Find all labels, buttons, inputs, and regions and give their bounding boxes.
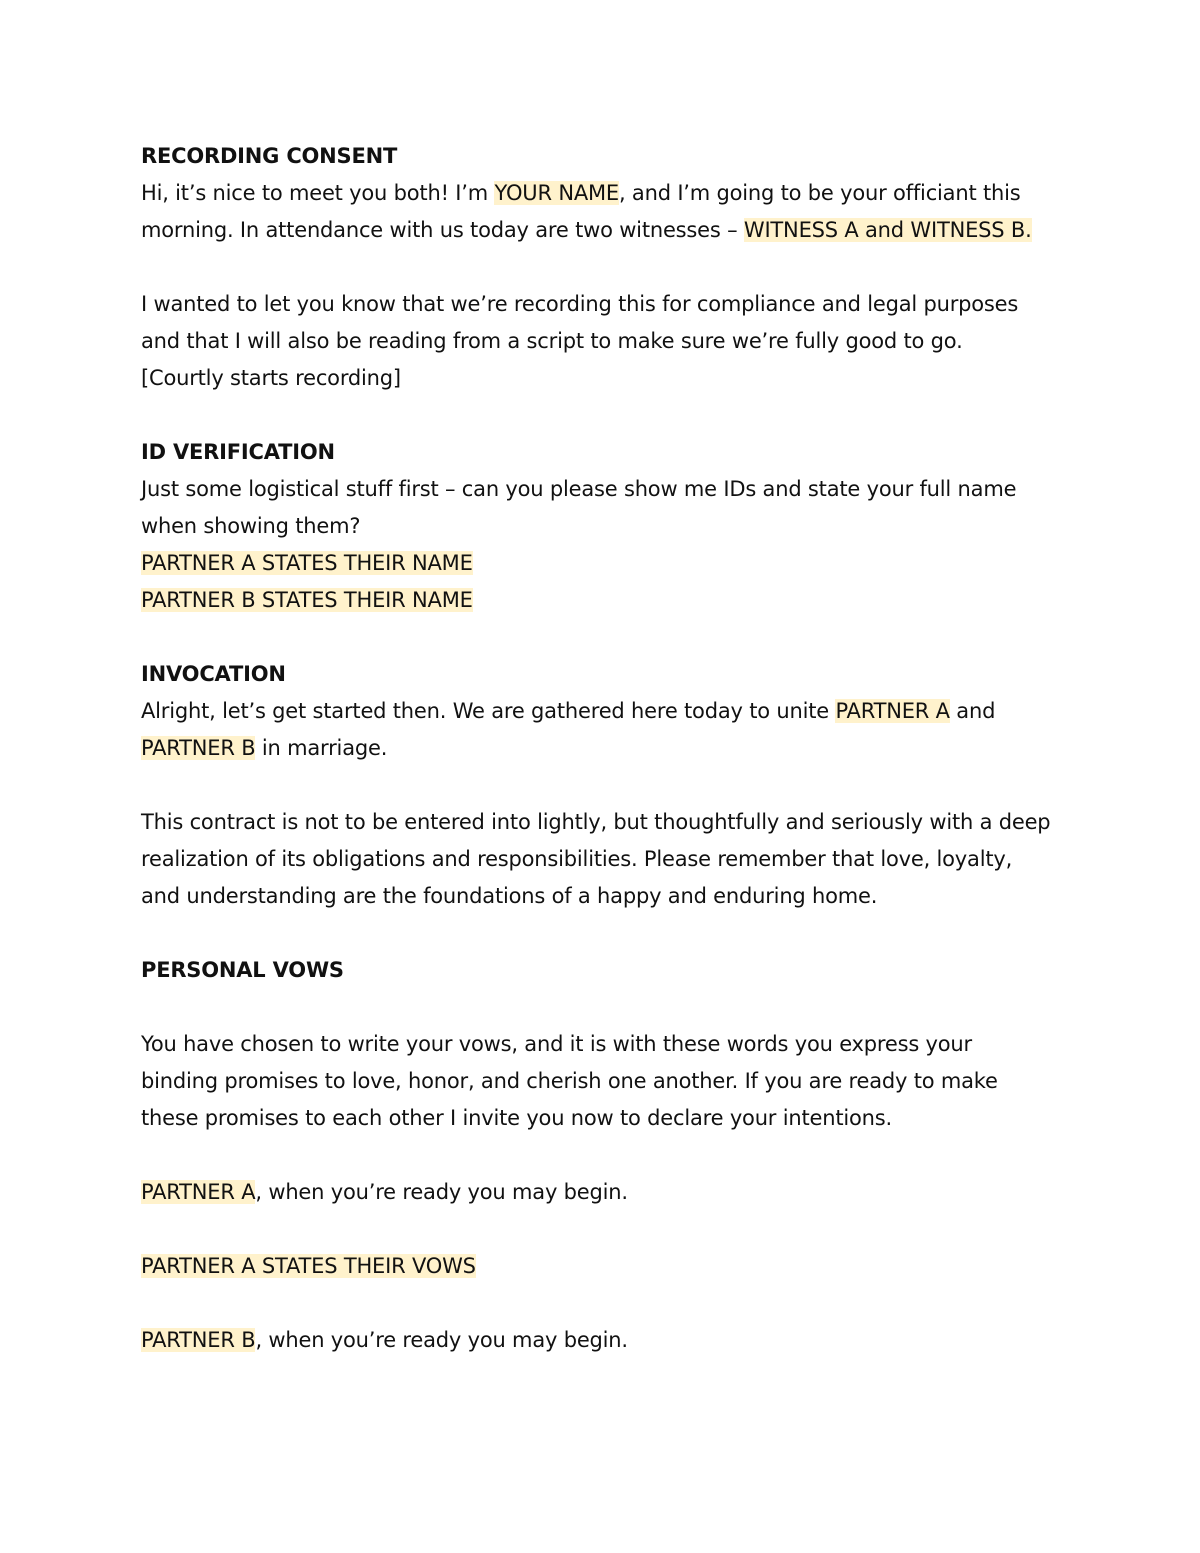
partner-b-prompt-line xyxy=(141,1322,1051,1359)
section-heading-recording-consent: RECORDING CONSENT xyxy=(141,144,398,168)
partner-a-vows-line xyxy=(141,1248,1051,1285)
section-heading-id-verification: ID VERIFICATION xyxy=(141,440,335,464)
recording-stage-direction: [Courtly starts recording] xyxy=(141,366,401,390)
text-segment: Hi, it’s nice to meet you both! I’m xyxy=(141,181,495,205)
paragraph-gap xyxy=(141,1285,1051,1322)
text-segment: , when you’re ready you may begin. xyxy=(255,1328,628,1352)
paragraph-gap xyxy=(141,249,1051,286)
text-segment: and xyxy=(949,699,996,723)
document-page xyxy=(141,138,1051,1359)
partner-a-prompt-line xyxy=(141,1174,1051,1211)
placeholder-partner-b-states-name: PARTNER B STATES THEIR NAME xyxy=(141,588,473,612)
placeholder-partner-a-states-name: PARTNER A STATES THEIR NAME xyxy=(141,551,473,575)
text-segment: Alright, let’s get started then. We are gathered here today to unite xyxy=(141,699,836,723)
invocation-paragraph xyxy=(141,693,1051,767)
paragraph-gap xyxy=(141,619,1051,656)
recording-consent-paragraph xyxy=(141,175,1051,249)
placeholder-your-name: YOUR NAME xyxy=(494,181,619,205)
recording-notice-paragraph: I wanted to let you know that we’re recording this for compliance and legal purposes and that I will also be reading from a script to make sure we’re fully good to go. xyxy=(141,292,1019,353)
paragraph-gap xyxy=(141,989,1051,1026)
paragraph-gap xyxy=(141,1211,1051,1248)
section-heading-invocation: INVOCATION xyxy=(141,662,286,686)
text-segment: , and I’m going to be your officiant this morning. In attendance with us today are two witnesses – xyxy=(141,181,1021,242)
id-verification-partner-a-line xyxy=(141,545,1051,582)
paragraph-gap xyxy=(141,915,1051,952)
text-segment: , when you’re ready you may begin. xyxy=(255,1180,628,1204)
placeholder-partner-a: PARTNER A xyxy=(141,1180,256,1204)
text-segment: in marriage. xyxy=(255,736,388,760)
id-verification-paragraph: Just some logistical stuff first – can you please show me IDs and state your full name when showing them? xyxy=(141,477,1017,538)
placeholder-partner-a-states-vows: PARTNER A STATES THEIR VOWS xyxy=(141,1254,476,1278)
placeholder-witnesses: WITNESS A and WITNESS B. xyxy=(743,218,1032,242)
contract-paragraph: This contract is not to be entered into lightly, but thoughtfully and seriously with a deep realization of its obligations and responsibilities. Please remember that love, loyalty, and understanding are the foundations of a happy and enduring home. xyxy=(141,810,1051,908)
placeholder-partner-a: PARTNER A xyxy=(835,699,950,723)
paragraph-gap xyxy=(141,767,1051,804)
section-heading-personal-vows: PERSONAL VOWS xyxy=(141,958,344,982)
vows-intro-paragraph: You have chosen to write your vows, and it is with these words you express your binding promises to love, honor, and cherish one another. If you are ready to make these promises to each other I invite you now to declare your intentions. xyxy=(141,1032,998,1130)
placeholder-partner-b: PARTNER B xyxy=(141,736,256,760)
paragraph-gap xyxy=(141,397,1051,434)
placeholder-partner-b: PARTNER B xyxy=(141,1328,256,1352)
id-verification-partner-b-line xyxy=(141,582,1051,619)
paragraph-gap xyxy=(141,1137,1051,1174)
